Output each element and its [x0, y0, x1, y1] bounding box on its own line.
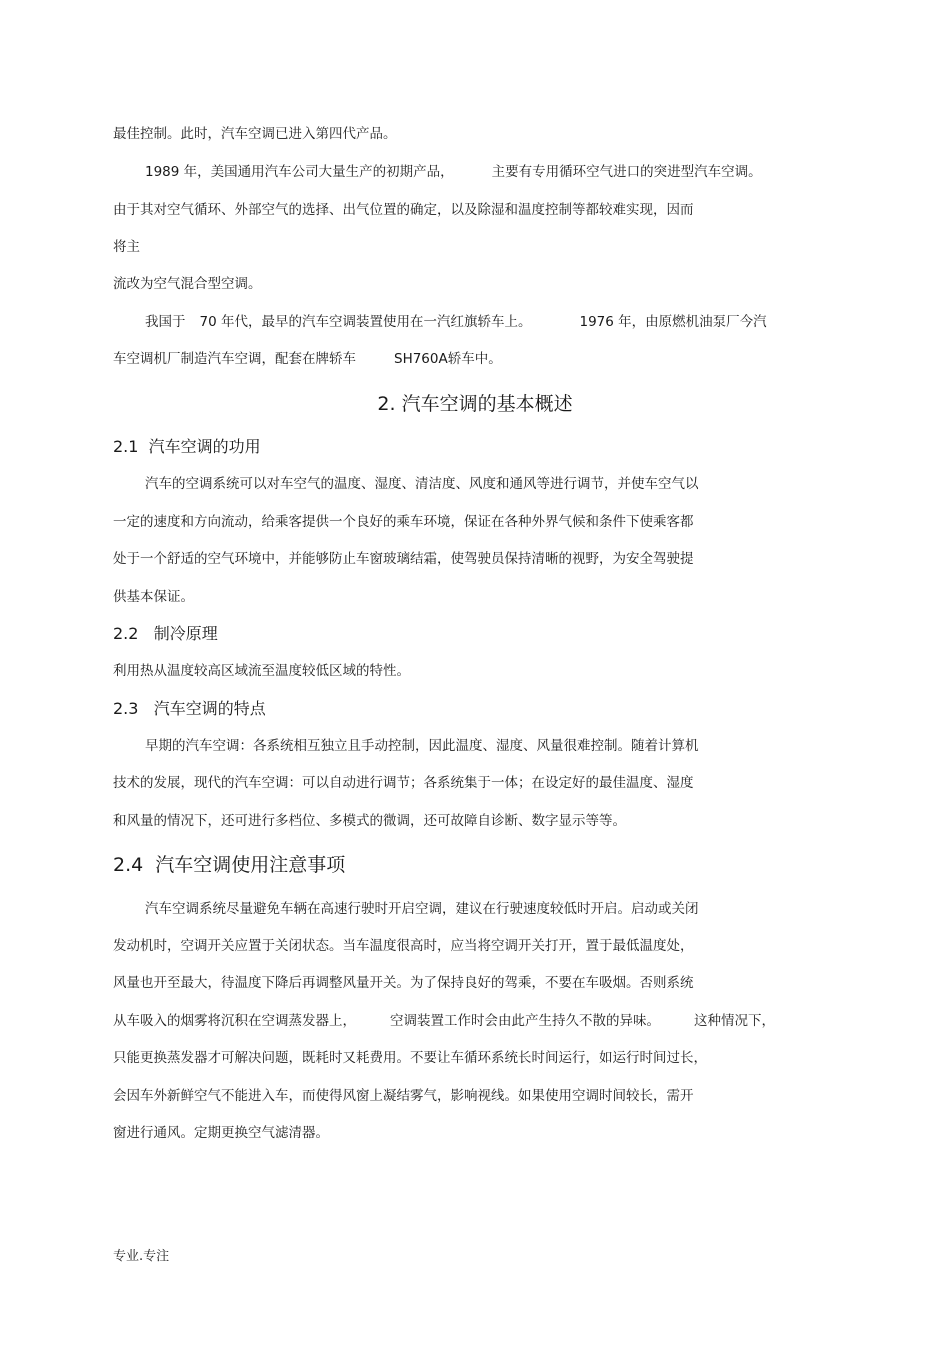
paragraph-line: 利用热从温度较高区域流至温度较低区域的特性。: [113, 663, 410, 679]
paragraph-line: [145, 313, 767, 331]
text-segment: 车空调机厂制造汽车空调，配套在牌轿车: [113, 351, 356, 367]
paragraph-line: 汽车的空调系统可以对车空气的温度、湿度、清洁度、风度和通风等进行调节，并使车空气以: [145, 476, 699, 492]
paragraph-line: 一定的速度和方向流动，给乘客提供一个良好的乘车环境，保证在各种外界气候和条件下使乘客都: [113, 514, 694, 530]
paragraph-line: 供基本保证。: [113, 589, 194, 605]
text-segment: 70 年代，最早的汽车空调装置使用在一汽红旗轿车上。: [199, 314, 532, 330]
page-footer: 专业.专注: [113, 1249, 170, 1264]
paragraph-line: 流改为空气混合型空调。: [113, 276, 262, 292]
text-segment: SH760A轿车中。: [394, 351, 502, 367]
text-segment: 1989 年，美国通用汽车公司大量生产的初期产品，: [145, 164, 454, 180]
text-segment: 我国于: [145, 314, 186, 330]
paragraph-line: 将主: [113, 239, 140, 255]
paragraph-line: 发动机时，空调开关应置于关闭状态。当车温度很高时，应当将空调开关打开，置于最低温度处，: [113, 938, 694, 954]
paragraph-line: 由于其对空气循环、外部空气的选择、出气位置的确定，以及除湿和温度控制等都较难实现，因而: [113, 202, 694, 218]
paragraph-line: 和风量的情况下，还可进行多档位、多模式的微调，还可故障自诊断、数字显示等等。: [113, 813, 626, 829]
paragraph-line: [113, 1012, 775, 1030]
paragraph-line: 技术的发展，现代的汽车空调：可以自动进行调节；各系统集于一体；在设定好的最佳温度、湿度: [113, 775, 694, 791]
paragraph-line: 会因车外新鲜空气不能进入车，而使得风窗上凝结雾气，影响视线。如果使用空调时间较长，需开: [113, 1088, 694, 1104]
subsection-heading: 2.1 汽车空调的功用: [113, 437, 261, 456]
paragraph-line: 窗进行通风。定期更换空气滤清器。: [113, 1125, 329, 1141]
paragraph-line: 早期的汽车空调：各系统相互独立且手动控制，因此温度、湿度、风量很难控制。随着计算机: [145, 738, 699, 754]
paragraph-line: 最佳控制。此时，汽车空调已进入第四代产品。: [113, 126, 397, 142]
paragraph-line: 处于一个舒适的空气环境中，并能够防止车窗玻璃结霜，使驾驶员保持清晰的视野，为安全驾驶提: [113, 551, 694, 567]
subsection-heading: 2.2 制冷原理: [113, 624, 218, 643]
subsection-heading: 2.3 汽车空调的特点: [113, 699, 266, 718]
paragraph-line: 风量也开至最大，待温度下降后再调整风量开关。为了保持良好的驾乘，不要在车吸烟。否则系统: [113, 975, 694, 991]
section-title: 2. 汽车空调的基本概述: [377, 393, 573, 415]
paragraph-line: [145, 163, 762, 181]
text-segment: 从车吸入的烟雾将沉积在空调蒸发器上，: [113, 1013, 356, 1029]
paragraph-line: 只能更换蒸发器才可解决问题，既耗时又耗费用。不要让车循环系统长时间运行，如运行时间过长，: [113, 1050, 707, 1066]
paragraph-line: 汽车空调系统尽量避免车辆在高速行驶时开启空调，建议在行驶速度较低时开启。启动或关闭: [145, 901, 699, 917]
text-segment: 1976 年，由原燃机油泵厂今汽: [579, 314, 767, 330]
text-segment: 主要有专用循环空气进口的突进型汽车空调。: [491, 164, 762, 180]
subsection-heading: 2.4 汽车空调使用注意事项: [113, 854, 346, 876]
text-segment: 这种情况下，: [694, 1013, 775, 1029]
text-segment: 空调装置工作时会由此产生持久不散的异味。: [390, 1013, 660, 1029]
paragraph-line: [113, 350, 502, 368]
